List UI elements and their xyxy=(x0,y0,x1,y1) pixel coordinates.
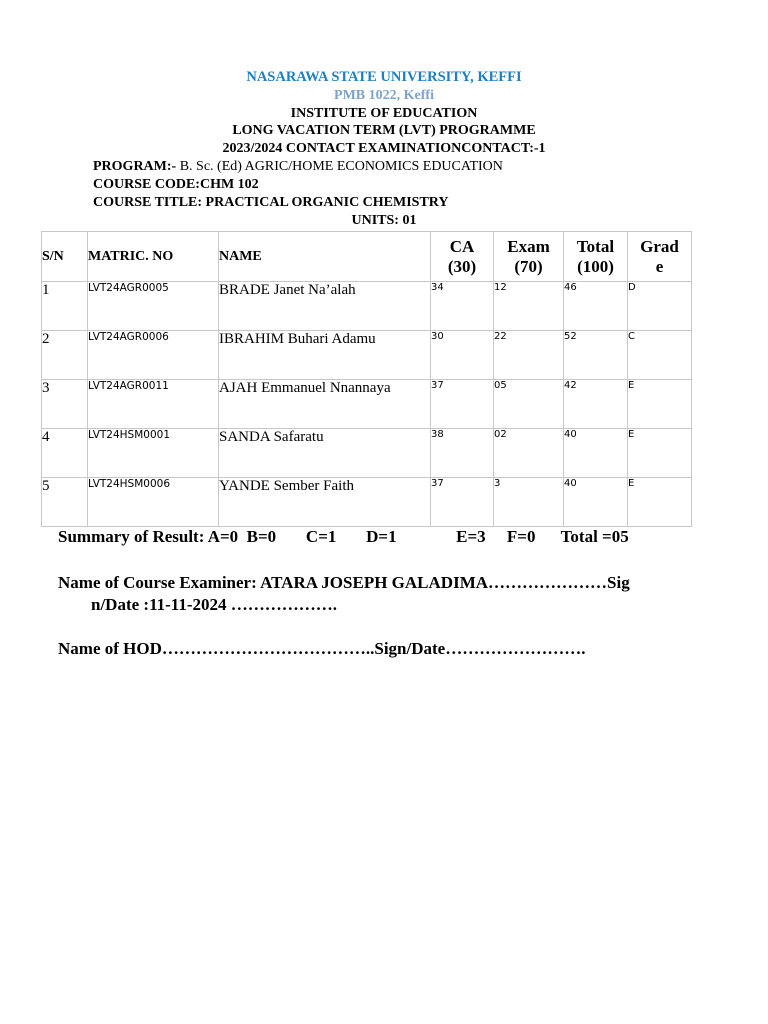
examiner-line-2: n/Date :11-11-2024 ………………. xyxy=(91,595,338,614)
cell-sn: 2 xyxy=(42,331,88,380)
table-row xyxy=(42,429,692,478)
cell-exam: 02 xyxy=(494,429,564,478)
cell-exam: 3 xyxy=(494,478,564,527)
university-address: PMB 1022, Keffi xyxy=(334,88,434,103)
table-header-row xyxy=(42,232,692,282)
cell-matric: LVT24AGR0005 xyxy=(88,282,219,331)
table-row xyxy=(42,380,692,429)
cell-sn: 5 xyxy=(42,478,88,527)
cell-exam: 12 xyxy=(494,282,564,331)
program-value: B. Sc. (Ed) AGRIC/HOME ECONOMICS EDUCATION xyxy=(176,159,503,174)
cell-ca: 37 xyxy=(431,380,494,429)
header-ca: CA (30) xyxy=(431,232,494,282)
cell-matric: LVT24AGR0011 xyxy=(88,380,219,429)
header-sn: S/N xyxy=(42,232,88,282)
program-label: PROGRAM:- xyxy=(93,159,177,174)
cell-name: IBRAHIM Buhari Adamu xyxy=(219,331,431,380)
cell-sn: 4 xyxy=(42,429,88,478)
cell-name: YANDE Sember Faith xyxy=(219,478,431,527)
header-name: NAME xyxy=(219,232,431,282)
institute-name: INSTITUTE OF EDUCATION xyxy=(290,106,478,121)
cell-sn: 1 xyxy=(42,282,88,331)
cell-grade: E xyxy=(628,429,692,478)
cell-grade: E xyxy=(628,380,692,429)
cell-grade: C xyxy=(628,331,692,380)
cell-exam: 22 xyxy=(494,331,564,380)
cell-ca: 30 xyxy=(431,331,494,380)
result-summary: Summary of Result: A=0 B=0 C=1 D=1 E=3 F=0 Total =05 xyxy=(58,527,629,546)
programme-title: LONG VACATION TERM (LVT) PROGRAMME xyxy=(232,123,536,138)
course-examiner-line xyxy=(58,572,698,616)
cell-matric: LVT24HSM0001 xyxy=(88,429,219,478)
program-line xyxy=(93,159,503,175)
cell-total: 40 xyxy=(564,429,628,478)
cell-matric: LVT24HSM0006 xyxy=(88,478,219,527)
header-grade: Grad e xyxy=(628,232,692,282)
results-table xyxy=(41,231,692,527)
cell-matric: LVT24AGR0006 xyxy=(88,331,219,380)
cell-total: 46 xyxy=(564,282,628,331)
course-title: COURSE TITLE: PRACTICAL ORGANIC CHEMISTRY xyxy=(93,195,449,210)
cell-name: SANDA Safaratu xyxy=(219,429,431,478)
cell-exam: 05 xyxy=(494,380,564,429)
header-total: Total (100) xyxy=(564,232,628,282)
cell-sn: 3 xyxy=(42,380,88,429)
course-units: UNITS: 01 xyxy=(351,213,417,228)
cell-grade: E xyxy=(628,478,692,527)
exam-session: 2023/2024 CONTACT EXAMINATIONCONTACT:-1 xyxy=(222,141,546,156)
header-matric: MATRIC. NO xyxy=(88,232,219,282)
cell-total: 42 xyxy=(564,380,628,429)
header-exam: Exam (70) xyxy=(494,232,564,282)
course-code: COURSE CODE:CHM 102 xyxy=(93,177,259,192)
cell-ca: 38 xyxy=(431,429,494,478)
university-name: NASARAWA STATE UNIVERSITY, KEFFI xyxy=(246,69,522,85)
hod-line: Name of HOD………………………………..Sign/Date……………………. xyxy=(58,639,586,658)
cell-name: AJAH Emmanuel Nnannaya xyxy=(219,380,431,429)
cell-grade: D xyxy=(628,282,692,331)
cell-total: 52 xyxy=(564,331,628,380)
table-row xyxy=(42,478,692,527)
cell-ca: 37 xyxy=(431,478,494,527)
table-row xyxy=(42,331,692,380)
cell-total: 40 xyxy=(564,478,628,527)
table-row xyxy=(42,282,692,331)
cell-name: BRADE Janet Na’alah xyxy=(219,282,431,331)
cell-ca: 34 xyxy=(431,282,494,331)
examiner-line-1: Name of Course Examiner: ATARA JOSEPH GALADIMA…………………Sig xyxy=(58,573,630,592)
